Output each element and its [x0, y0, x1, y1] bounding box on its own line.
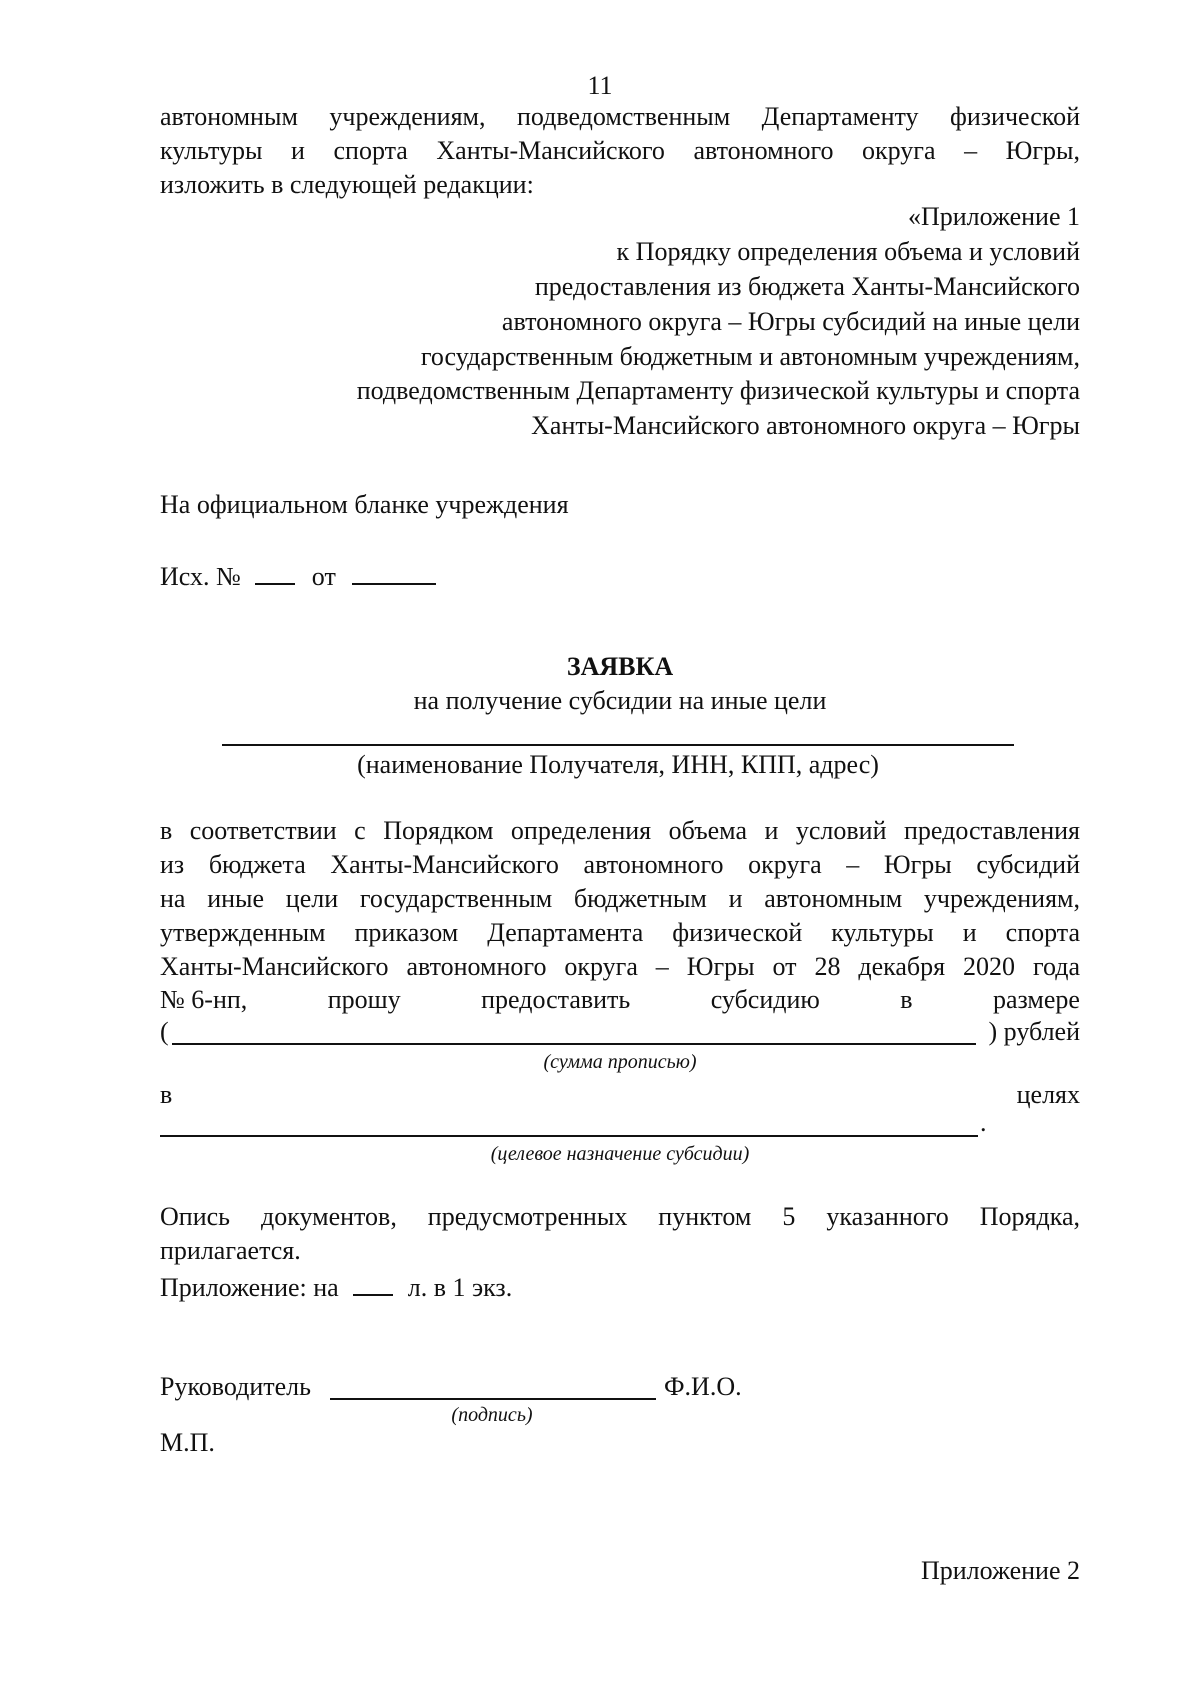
- inventory-line-1: Опись документов, предусмотренных пунктом 5 указанного Порядка,: [160, 1202, 1080, 1231]
- intro-line-2: культуры и спорта Ханты-Мансийского автономного округа – Югры,: [160, 136, 1080, 165]
- page-number: 11: [587, 71, 613, 100]
- request-word: предоставить: [481, 985, 631, 1014]
- appendix-header-line-1: «Приложение 1: [907, 202, 1080, 231]
- purpose-caption: (целевое назначение субсидии): [490, 1143, 750, 1165]
- application-title: ЗАЯВКА: [566, 652, 674, 681]
- appendix-header-line-2: к Порядку определения объема и условий: [616, 237, 1080, 266]
- recipient-blank-line: [222, 744, 1014, 746]
- signature-caption: (подпись): [451, 1404, 533, 1426]
- amount-close-label: ) рублей: [988, 1017, 1080, 1046]
- purpose-end-mark: .: [980, 1108, 987, 1137]
- next-appendix-label: Приложение 2: [920, 1556, 1080, 1585]
- request-word: в: [900, 985, 913, 1014]
- request-word: № 6-нп,: [160, 985, 248, 1014]
- intro-line-3: изложить в следующей редакции:: [160, 170, 534, 199]
- appendix-header-line-7: Ханты-Мансийского автономного округа – Югры: [531, 411, 1080, 440]
- seal-placeholder: М.П.: [160, 1428, 215, 1457]
- request-word: субсидию: [710, 985, 820, 1014]
- appendix-header-line-3: предоставления из бюджета Ханты-Мансийского: [534, 272, 1080, 301]
- attachment-suffix: л. в 1 экз.: [407, 1273, 513, 1302]
- official-blank-note: На официальном бланке учреждения: [160, 490, 569, 519]
- signature-role: Руководитель: [160, 1372, 311, 1401]
- attachment-line: [160, 1270, 512, 1303]
- recipient-caption: (наименование Получателя, ИНН, КПП, адрес): [357, 750, 879, 779]
- intro-line-1: автономным учреждениям, подведомственным Департаменту физической: [160, 102, 1080, 131]
- purpose-right-label: целях: [1016, 1080, 1080, 1109]
- attachment-pages-blank: [353, 1270, 393, 1296]
- purpose-blank-line: [160, 1135, 978, 1137]
- outgoing-number-blank: [255, 559, 295, 585]
- outgoing-from-label: от: [311, 562, 336, 591]
- body-line-5: Ханты-Мансийского автономного округа – Югры от 28 декабря 2020 года: [160, 952, 1080, 981]
- request-word: прошу: [327, 985, 401, 1014]
- amount-blank-line: [172, 1043, 976, 1045]
- purpose-left-label: в: [160, 1080, 173, 1109]
- appendix-header-line-4: автономного округа – Югры субсидий на иные цели: [501, 307, 1080, 336]
- amount-caption: (сумма прописью): [543, 1051, 697, 1073]
- body-line-2: из бюджета Ханты-Мансийского автономного округа – Югры субсидий: [160, 850, 1080, 879]
- appendix-header-line-5: государственным бюджетным и автономным учреждениям,: [420, 342, 1080, 371]
- body-line-3: на иные цели государственным бюджетным и автономным учреждениям,: [160, 884, 1080, 913]
- appendix-header-line-6: подведомственным Департаменту физической культуры и спорта: [356, 376, 1080, 405]
- signature-name: Ф.И.О.: [664, 1372, 742, 1401]
- attachment-prefix: Приложение: на: [160, 1273, 339, 1302]
- body-line-4: утвержденным приказом Департамента физической культуры и спорта: [160, 918, 1080, 947]
- amount-open-paren: (: [160, 1017, 169, 1046]
- request-word: размере: [992, 985, 1080, 1014]
- inventory-line-2: прилагается.: [160, 1236, 301, 1265]
- outgoing-number-line: [160, 559, 436, 592]
- body-line-1: в соответствии с Порядком определения объема и условий предоставления: [160, 816, 1080, 845]
- request-line: [160, 985, 1080, 1015]
- outgoing-date-blank: [352, 559, 436, 585]
- application-subtitle: на получение субсидии на иные цели: [413, 686, 827, 715]
- outgoing-prefix: Исх. №: [160, 562, 241, 591]
